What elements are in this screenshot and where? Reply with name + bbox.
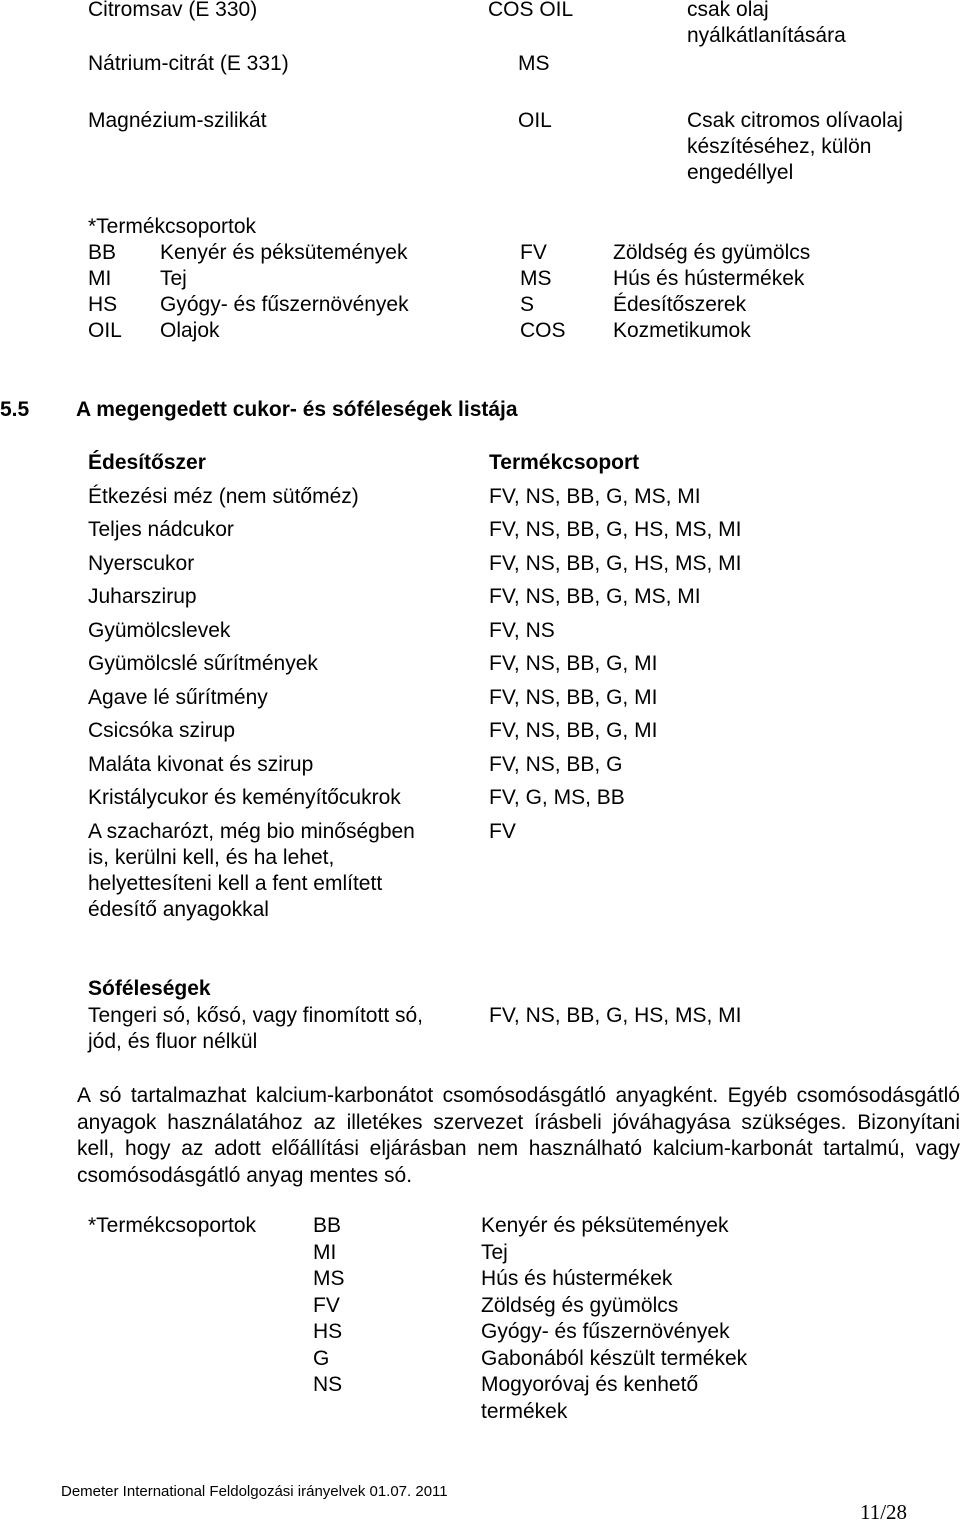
sweetener-group: FV, NS, BB, G, MI — [489, 652, 658, 675]
page-number: 11/28 — [860, 1500, 908, 1524]
salt-paragraph: A só tartalmazhat kalcium-karbonátot csomósodásgátló anyagként. Egyéb csomósodásgátló anyagok használatához az illetékes szervezet írásbeli jóváhagyása szükséges. Bizonyítani kell, hogy az adott előállítási eljárásban nem használható kalcium-karbonát tartalmú, vagy csomósodásgátló anyag mentes só. — [77, 1084, 960, 1187]
table-row — [88, 752, 948, 786]
sweetener-name: Csicsóka szirup — [88, 719, 236, 742]
section-title: A megengedett cukor- és sóféleségek listája — [76, 398, 518, 421]
row1-note-line1: csak olaj — [687, 0, 769, 21]
row1-name: Citromsav (E 330) — [88, 0, 258, 21]
legend2-code: NS — [313, 1373, 343, 1396]
sweetener-name: Gyümölcslé sűrítmények — [88, 652, 318, 675]
sweetener-group: FV, NS — [489, 619, 555, 642]
sweetener-group: FV, NS, BB, G, MI — [489, 686, 658, 709]
salts-header: Sóféleségek — [88, 977, 211, 1000]
sweetener-group: FV, NS, BB, G, MS, MI — [489, 485, 701, 508]
legend1-code2-fv: FV — [520, 241, 547, 264]
sweetener-group: FV, G, MS, BB — [489, 786, 625, 809]
sucrose-note-line1: A szacharózt, még bio minőségben — [88, 820, 415, 843]
row3-note-line1: Csak citromos olívaolaj — [687, 109, 903, 132]
salts-line1: Tengeri só, kősó, vagy finomított só, — [88, 1004, 423, 1027]
row2-group: MS — [518, 52, 550, 75]
legend1-code1-mi: MI — [88, 267, 112, 290]
legend1-label2-s: Édesítőszerek — [613, 293, 747, 316]
row1-group: COS OIL — [488, 0, 574, 21]
table-row — [88, 618, 948, 652]
legend2-label: Zöldség és gyümölcs — [481, 1294, 679, 1317]
document-footer: Demeter International Feldolgozási irányelvek 01.07. 2011 — [61, 1483, 448, 1500]
legend1-label2-cos: Kozmetikumok — [613, 319, 751, 342]
table-row — [88, 718, 948, 752]
row3-group: OIL — [518, 109, 552, 132]
legend1-label1-hs: Gyógy- és fűszernövények — [160, 293, 409, 316]
row3-name: Magnézium-szilikát — [88, 109, 267, 132]
salts-group: FV, NS, BB, G, HS, MS, MI — [489, 1004, 742, 1027]
legend2-code: BB — [313, 1214, 342, 1237]
legend1-label1-bb: Kenyér és péksütemények — [160, 241, 408, 264]
sucrose-group: FV — [489, 820, 516, 843]
table-row — [88, 785, 948, 819]
section-number: 5.5 — [0, 398, 30, 421]
table-row — [88, 685, 948, 719]
sucrose-note-line4: édesítő anyagokkal — [88, 898, 269, 921]
legend2-label: Hús és hústermékek — [481, 1267, 673, 1290]
table-row — [88, 484, 948, 518]
sweetener-name: Nyerscukor — [88, 552, 195, 575]
legend1-code2-s: S — [520, 293, 535, 316]
sucrose-note-line3: helyettesíteni kell a fent említett — [88, 872, 383, 895]
legend2-label-continued: termékek — [481, 1400, 568, 1423]
legend2-label: Mogyoróvaj és kenhető — [481, 1373, 699, 1396]
sweetener-name: Juharszirup — [88, 585, 197, 608]
row1-note-line2: nyálkátlanítására — [687, 24, 846, 47]
legend1-label2-fv: Zöldség és gyümölcs — [613, 241, 811, 264]
legend2-code: HS — [313, 1320, 343, 1343]
legend1-title: *Termékcsoportok — [88, 215, 257, 238]
sweetener-name: Kristálycukor és keményítőcukrok — [88, 786, 401, 809]
sweetener-name: Agave lé sűrítmény — [88, 686, 268, 709]
row3-note-line3: engedéllyel — [687, 161, 794, 184]
sweeteners-header-name: Édesítőszer — [88, 451, 206, 474]
legend2-title: *Termékcsoportok — [88, 1214, 257, 1237]
row3-note-line2: készítéséhez, külön — [687, 135, 872, 158]
sweeteners-header-group: Termékcsoport — [489, 451, 640, 474]
sweetener-group: FV, NS, BB, G, MS, MI — [489, 585, 701, 608]
legend2-code: MS — [313, 1267, 345, 1290]
legend1-code1-bb: BB — [88, 241, 117, 264]
legend2-code: MI — [313, 1241, 337, 1264]
legend2-code: G — [313, 1347, 330, 1370]
sweetener-group: FV, NS, BB, G, HS, MS, MI — [489, 552, 742, 575]
legend2-label: Gabonából készült termékek — [481, 1347, 748, 1370]
row2-name: Nátrium-citrát (E 331) — [88, 52, 289, 75]
legend1-label2-ms: Hús és hústermékek — [613, 267, 805, 290]
sweetener-name: Maláta kivonat és szirup — [88, 753, 314, 776]
legend2-code: FV — [313, 1294, 340, 1317]
sweetener-name: Gyümölcslevek — [88, 619, 231, 642]
legend1-code2-ms: MS — [520, 267, 552, 290]
legend2-label: Kenyér és péksütemények — [481, 1214, 729, 1237]
sweetener-group: FV, NS, BB, G — [489, 753, 623, 776]
table-row — [88, 517, 948, 551]
legend1-code2-cos: COS — [520, 319, 566, 342]
legend1-code1-hs: HS — [88, 293, 118, 316]
table-row — [88, 651, 948, 685]
legend1-code1-oil: OIL — [88, 319, 122, 342]
legend1-label1-mi: Tej — [160, 267, 187, 290]
table-row — [88, 551, 948, 585]
sweetener-name: Étkezési méz (nem sütőméz) — [88, 485, 359, 508]
legend1-label1-oil: Olajok — [160, 319, 220, 342]
sucrose-note-line2: is, kerülni kell, és ha lehet, — [88, 846, 335, 869]
sweetener-group: FV, NS, BB, G, MI — [489, 719, 658, 742]
sweetener-group: FV, NS, BB, G, HS, MS, MI — [489, 518, 742, 541]
legend2-label: Gyógy- és fűszernövények — [481, 1320, 730, 1343]
legend2-label: Tej — [481, 1241, 508, 1264]
table-row — [88, 584, 948, 618]
salts-line2: jód, és fluor nélkül — [88, 1030, 258, 1053]
sweetener-name: Teljes nádcukor — [88, 518, 234, 541]
